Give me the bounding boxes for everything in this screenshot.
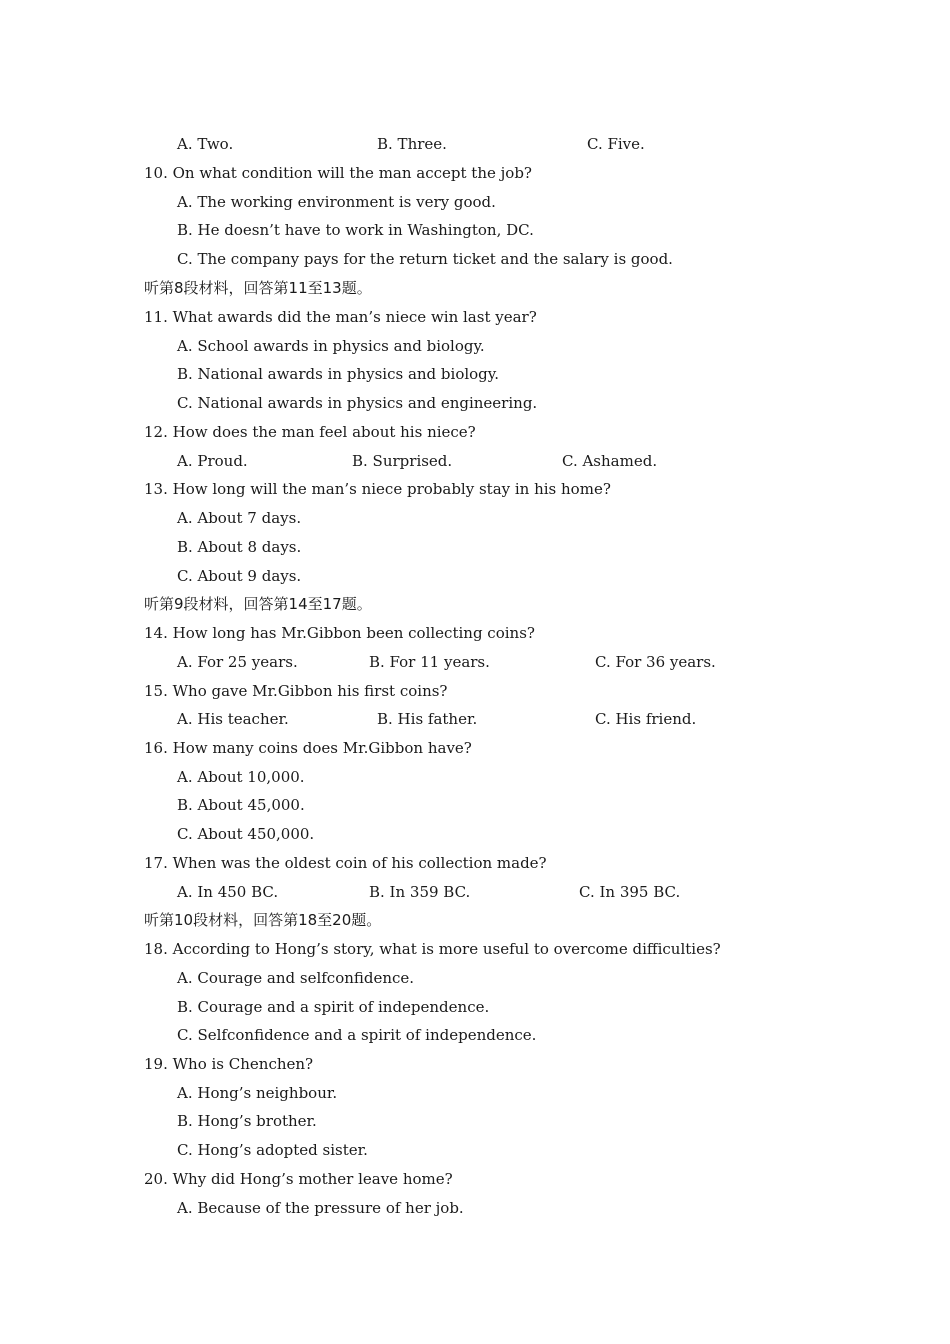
q18-option-c: C. Selfconfidence and a spirit of independence. [177, 1026, 537, 1044]
q12-option-b: B. Surprised. [352, 452, 453, 470]
q20-question: 20. Why did Hong’s mother leave home? [144, 1170, 453, 1188]
q15-option-a: A. His teacher. [177, 710, 289, 728]
q15-question: 15. Who gave Mr.Gibbon his first coins? [144, 682, 448, 700]
q13-option-c: C. About 9 days. [177, 567, 302, 585]
q14-option-a: A. For 25 years. [177, 653, 298, 671]
q18-question: 18. According to Hong’s story, what is more useful to overcome difficulties? [144, 940, 721, 958]
q12-question: 12. How does the man feel about his niece? [144, 423, 476, 441]
q11-option-b: B. National awards in physics and biology. [177, 365, 500, 383]
q11-option-c: C. National awards in physics and engineering. [177, 394, 538, 412]
q15-option-c: C. His friend. [595, 710, 697, 728]
q13-option-b: B. About 8 days. [177, 538, 302, 556]
q10-question: 10. On what condition will the man accept the job? [144, 164, 532, 182]
q18-option-b: B. Courage and a spirit of independence. [177, 998, 490, 1016]
q9-option-b: B. Three. [377, 135, 447, 153]
q17-option-a: A. In 450 BC. [177, 883, 279, 901]
q14-option-b: B. For 11 years. [369, 653, 490, 671]
section-10-heading: 听第10段材料，回答第18至20题。 [144, 911, 382, 929]
q10-option-a: A. The working environment is very good. [177, 193, 496, 211]
q16-question: 16. How many coins does Mr.Gibbon have? [144, 739, 472, 757]
section-9-heading: 听第9段材料，回答第14至17题。 [144, 595, 372, 613]
q16-option-b: B. About 45,000. [177, 796, 305, 814]
q16-option-a: A. About 10,000. [177, 768, 305, 786]
q19-option-b: B. Hong’s brother. [177, 1112, 317, 1130]
q14-option-c: C. For 36 years. [595, 653, 716, 671]
q17-option-c: C. In 395 BC. [579, 883, 681, 901]
q12-option-c: C. Ashamed. [562, 452, 658, 470]
q12-option-a: A. Proud. [177, 452, 248, 470]
q15-option-b: B. His father. [377, 710, 478, 728]
q10-option-b: B. He doesn’t have to work in Washington, DC. [177, 221, 534, 239]
q9-option-c: C. Five. [587, 135, 645, 153]
q19-option-a: A. Hong’s neighbour. [177, 1084, 338, 1102]
section-8-heading: 听第8段材料，回答第11至13题。 [144, 279, 372, 297]
q19-option-c: C. Hong’s adopted sister. [177, 1141, 368, 1159]
q16-option-c: C. About 450,000. [177, 825, 315, 843]
q11-question: 11. What awards did the man’s niece win last year? [144, 308, 537, 326]
q9-option-a: A. Two. [177, 135, 234, 153]
q13-option-a: A. About 7 days. [177, 509, 302, 527]
q17-option-b: B. In 359 BC. [369, 883, 471, 901]
q19-question: 19. Who is Chenchen? [144, 1055, 314, 1073]
q13-question: 13. How long will the man’s niece probably stay in his home? [144, 480, 611, 498]
q10-option-c: C. The company pays for the return ticket and the salary is good. [177, 250, 673, 268]
q18-option-a: A. Courage and selfconfidence. [177, 969, 415, 987]
q14-question: 14. How long has Mr.Gibbon been collecting coins? [144, 624, 535, 642]
q17-question: 17. When was the oldest coin of his collection made? [144, 854, 547, 872]
q11-option-a: A. School awards in physics and biology. [177, 337, 485, 355]
q20-option-a: A. Because of the pressure of her job. [177, 1199, 464, 1217]
